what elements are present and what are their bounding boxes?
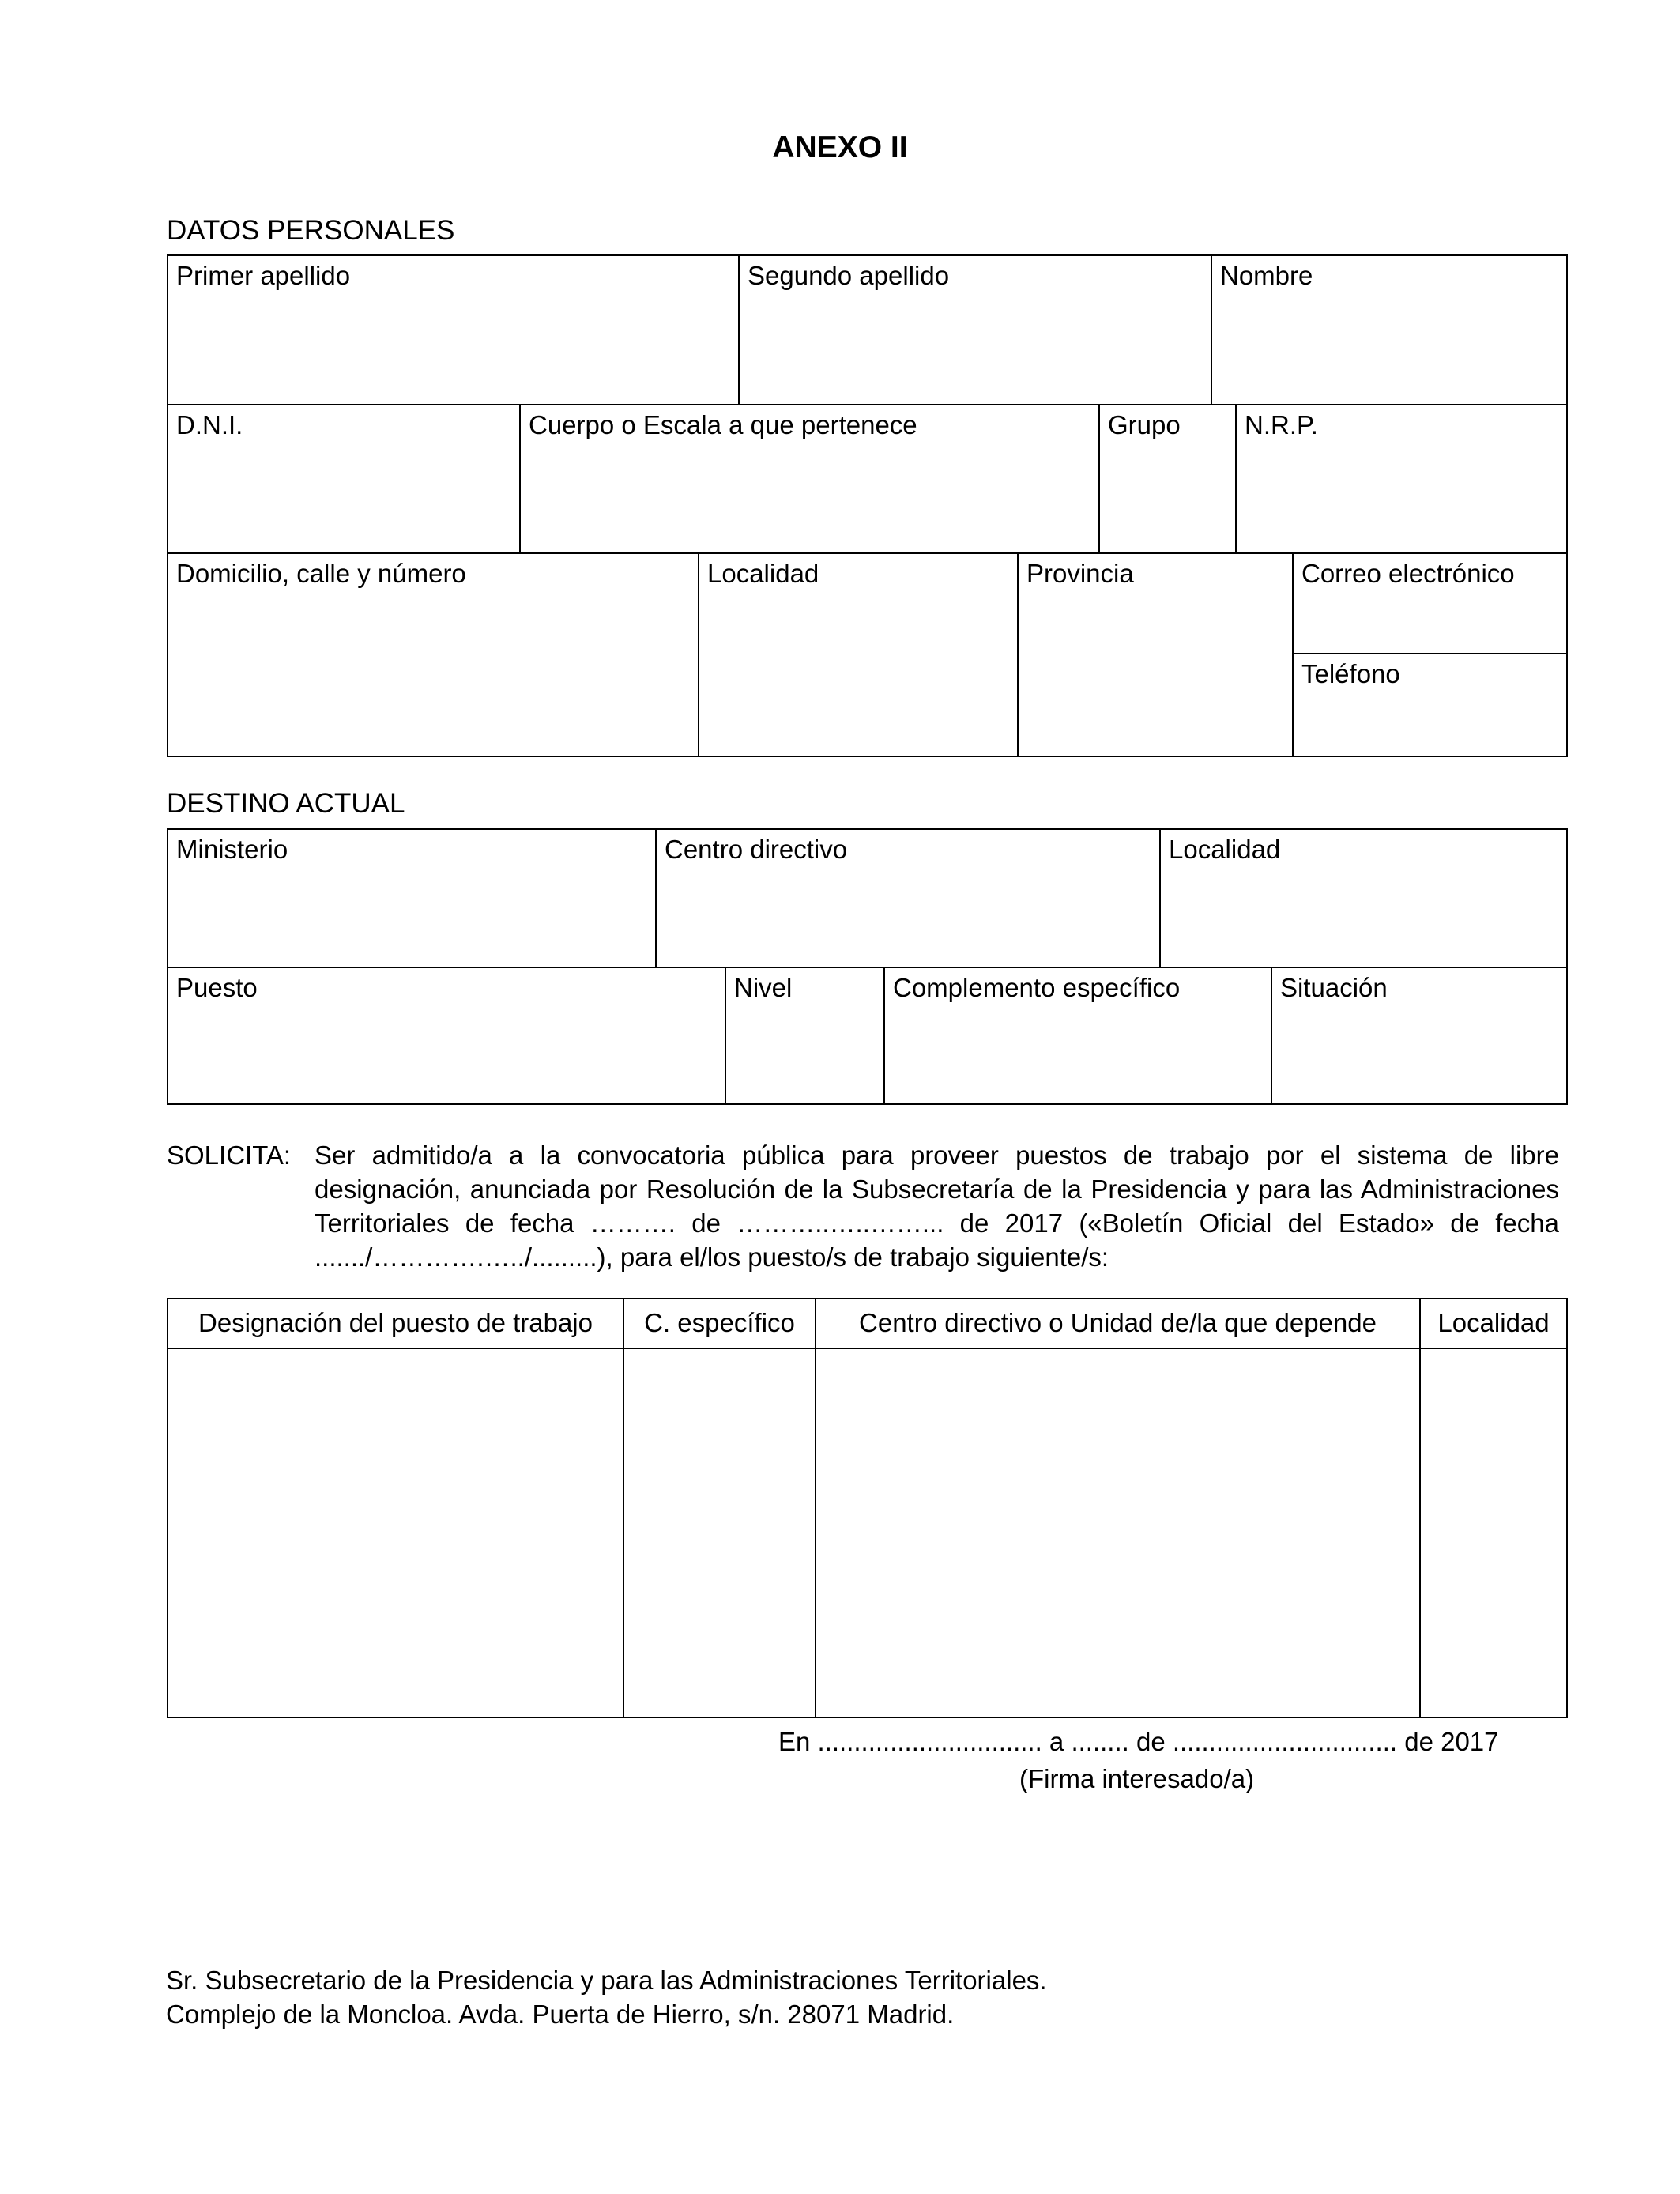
field-puesto[interactable] <box>168 968 726 1103</box>
field-label: Puesto <box>176 973 258 1002</box>
table-header-designacion: Designación del puesto de trabajo <box>168 1299 624 1349</box>
field-complemento-especifico[interactable] <box>885 968 1272 1103</box>
field-segundo-apellido[interactable] <box>740 256 1212 405</box>
datos-personales-form <box>167 254 1568 757</box>
section-heading-datos-personales: DATOS PERSONALES <box>167 215 455 246</box>
table-cell-c-especifico[interactable] <box>624 1349 816 1717</box>
field-nombre[interactable] <box>1212 256 1566 405</box>
field-nivel[interactable] <box>726 968 885 1103</box>
field-label: Situación <box>1280 973 1388 1002</box>
field-label: Localidad <box>1169 835 1281 864</box>
field-label: Ministerio <box>176 835 288 864</box>
table-header-localidad: Localidad <box>1421 1299 1566 1349</box>
field-label: Nivel <box>734 973 793 1002</box>
footer-recipient: Sr. Subsecretario de la Presidencia y para las Administraciones Territoriales. <box>166 1966 1047 1995</box>
field-provincia[interactable] <box>1019 554 1294 756</box>
signature-place-date: En ............................... a ........ de ............................... de 2017 <box>778 1727 1499 1756</box>
field-label: Correo electrónico <box>1301 559 1515 588</box>
field-label: Nombre <box>1220 261 1313 290</box>
section-heading-destino-actual: DESTINO ACTUAL <box>167 788 405 819</box>
signature-caption: (Firma interesado/a) <box>1019 1764 1255 1793</box>
table-header-centro-directivo: Centro directivo o Unidad de/la que depende <box>816 1299 1421 1349</box>
field-label: Grupo <box>1108 410 1181 439</box>
solicita-label: SOLICITA: <box>167 1140 292 1170</box>
field-nrp[interactable] <box>1237 405 1566 554</box>
table-cell-centro-directivo[interactable] <box>816 1349 1421 1717</box>
field-correo-electronico[interactable] <box>1294 554 1566 654</box>
destino-actual-form <box>167 828 1568 1105</box>
field-centro-directivo[interactable] <box>657 830 1161 968</box>
field-cuerpo-escala[interactable] <box>521 405 1100 554</box>
field-dni[interactable] <box>168 405 521 554</box>
field-label: Provincia <box>1026 559 1134 588</box>
table-header-c-especifico: C. específico <box>624 1299 816 1349</box>
field-label: N.R.P. <box>1245 410 1318 439</box>
field-telefono[interactable] <box>1294 654 1566 756</box>
field-grupo[interactable] <box>1100 405 1237 554</box>
field-primer-apellido[interactable] <box>168 256 740 405</box>
field-label: Localidad <box>707 559 819 588</box>
field-label: Domicilio, calle y número <box>176 559 466 588</box>
solicita-text-content: Ser admitido/a a la convocatoria pública para proveer puestos de trabajo por el sistema de libre designación, anunciada por Resolución de la Subsecretaría de la Presidencia y para las Administraciones Territoriales de fecha ………. de ………..…..……... de 2017 («Boletín Oficial del Estado» de fecha ......./………….…../.........), para el/los puesto/s de trabajo siguiente/s: <box>315 1140 1559 1272</box>
field-localidad-destino[interactable] <box>1161 830 1566 968</box>
puestos-table <box>167 1298 1568 1718</box>
field-label: Teléfono <box>1301 659 1400 688</box>
field-label: Complemento específico <box>893 973 1181 1002</box>
field-label: Cuerpo o Escala a que pertenece <box>529 410 917 439</box>
field-label: Primer apellido <box>176 261 351 290</box>
field-domicilio[interactable] <box>168 554 699 756</box>
footer-address: Complejo de la Moncloa. Avda. Puerta de Hierro, s/n. 28071 Madrid. <box>166 2000 955 2029</box>
field-localidad[interactable] <box>699 554 1019 756</box>
table-cell-localidad[interactable] <box>1421 1349 1566 1717</box>
field-ministerio[interactable] <box>168 830 657 968</box>
solicita-text <box>315 1138 1559 1274</box>
field-label: Segundo apellido <box>748 261 950 290</box>
field-label: Centro directivo <box>665 835 848 864</box>
field-label: D.N.I. <box>176 410 243 439</box>
table-cell-designacion[interactable] <box>168 1349 624 1717</box>
field-situacion[interactable] <box>1272 968 1566 1103</box>
solicita-paragraph <box>167 1138 1559 1272</box>
page-title: ANEXO II <box>772 130 908 164</box>
